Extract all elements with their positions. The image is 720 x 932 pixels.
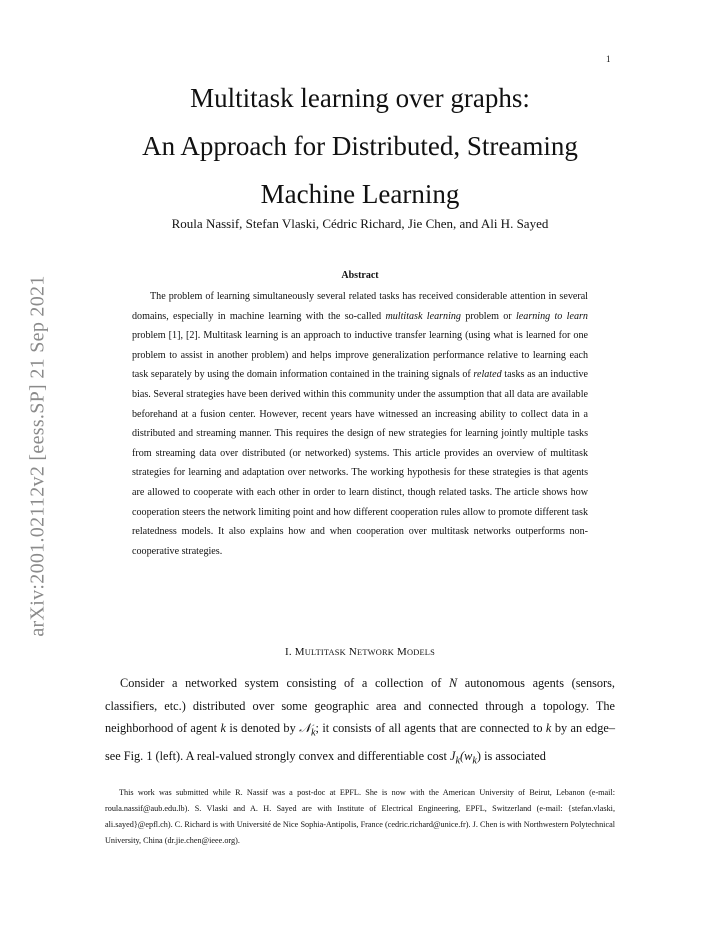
abstract-part: The problem of learning simultaneously several related tasks has received considerable attention in several domains, especially in machine learning with the so-called xyxy=(132,291,588,322)
abstract-emphasis: learning to learn xyxy=(515,310,588,322)
math-subscript: k xyxy=(310,727,316,739)
section-title-capital: N xyxy=(348,646,357,658)
title-line-1: Multitask learning over graphs: xyxy=(190,83,530,113)
abstract-emphasis: multitask learning xyxy=(385,310,461,322)
body-text: autonomous agents (sensors, classifiers, etc.) distributed over some geographic area and connected through a topology. The neighborhood of agent xyxy=(105,676,615,735)
body-text: by an edge–see Fig. 1 (left). A real-valued strongly convex and differentiable cost xyxy=(105,721,615,763)
section-title-capital: M xyxy=(396,646,407,658)
body-text: ; it consists of all agents that are connected to xyxy=(315,721,546,735)
section-title xyxy=(295,646,435,658)
arxiv-identifier: arXiv:2001.02112v2 [eess.SP] 21 Sep 2021 xyxy=(26,275,49,637)
abstract-part: tasks as an inductive bias. Several strategies have been derived within this community under the assumption that all data are available beforehand at a fusion center. However, recent years have witnessed an increasing ability to collect data in a distributed and streaming manner. This requires the design of new strategies for learning jointly multiple tasks from streaming data over distributed (or networked) systems. This article provides an overview of multitask strategies for learning and adaptation over networks. The working hypothesis for these strategies is that agents are allowed to cooperate with each other in order to learn distinct, though related tasks. The article shows how cooperation steers the network limiting point and how different cooperation rules allow to promote different task relatedness models. It also explains how and when cooperation over multitask networks outperforms non-cooperative strategies. xyxy=(132,369,588,557)
math-symbol: k xyxy=(545,721,552,735)
section-heading xyxy=(100,646,620,658)
author-list: Roula Nassif, Stefan Vlaski, Cédric Richard, Jie Chen, and Ali H. Sayed xyxy=(171,216,549,231)
title-line-2: An Approach for Distributed, Streaming xyxy=(142,131,578,161)
page-number: 1 xyxy=(606,54,611,64)
paper-title xyxy=(100,74,620,218)
abstract-text xyxy=(132,287,588,561)
math-symbol: J xyxy=(450,748,456,763)
section-number: I. xyxy=(285,646,292,658)
math-subscript: k xyxy=(455,755,461,767)
abstract-part: problem [1], [2]. Multitask learning is an approach to inductive transfer learning (using what is learned for one problem to assist in another problem) and helps improve generalization performance relative to learning each task separately by using the domain information contained in the training signals of xyxy=(132,330,588,381)
body-text: is denoted by xyxy=(225,721,300,735)
math-subscript: k xyxy=(472,755,477,767)
math-symbol: ) xyxy=(476,748,482,763)
abstract-heading: Abstract xyxy=(341,270,379,281)
section-title-smallcaps: ODELS xyxy=(406,648,435,657)
body-paragraph xyxy=(105,672,615,773)
body-text: Consider a networked system consisting of a collection of xyxy=(120,676,449,690)
math-symbol: k xyxy=(220,721,226,735)
math-symbol: (w xyxy=(460,748,473,763)
math-symbol: N xyxy=(448,676,458,690)
section-title-capital: M xyxy=(294,646,305,658)
math-symbol: 𝒩 xyxy=(299,721,311,735)
abstract-part: problem or xyxy=(460,310,516,322)
title-line-3: Machine Learning xyxy=(260,179,460,209)
body-text: is associated xyxy=(481,748,546,763)
footnote xyxy=(105,785,615,849)
section-title-smallcaps: ETWORK xyxy=(357,648,395,657)
section-title-smallcaps: ULTITASK xyxy=(304,648,346,657)
abstract-emphasis: related xyxy=(473,369,502,381)
footnote-text: This work was submitted while R. Nassif was a post-doc at EPFL. She is now with the American University of Beirut, Lebanon (e-mail: roula.nassif@aub.edu.lb). S. Vlaski and A. H. Sayed are with Institute of Electrical Engineering, EPFL, Switzerland (e-mail: {stefan.vlaski, ali.sayed}@epfl.ch). C. Richard is with Université de Nice Sophia-Antipolis, France (cedric.richard@unice.fr). J. Chen is with Northwestern Polytechnical University, China (dr.jie.chen@ieee.org). xyxy=(105,788,615,845)
